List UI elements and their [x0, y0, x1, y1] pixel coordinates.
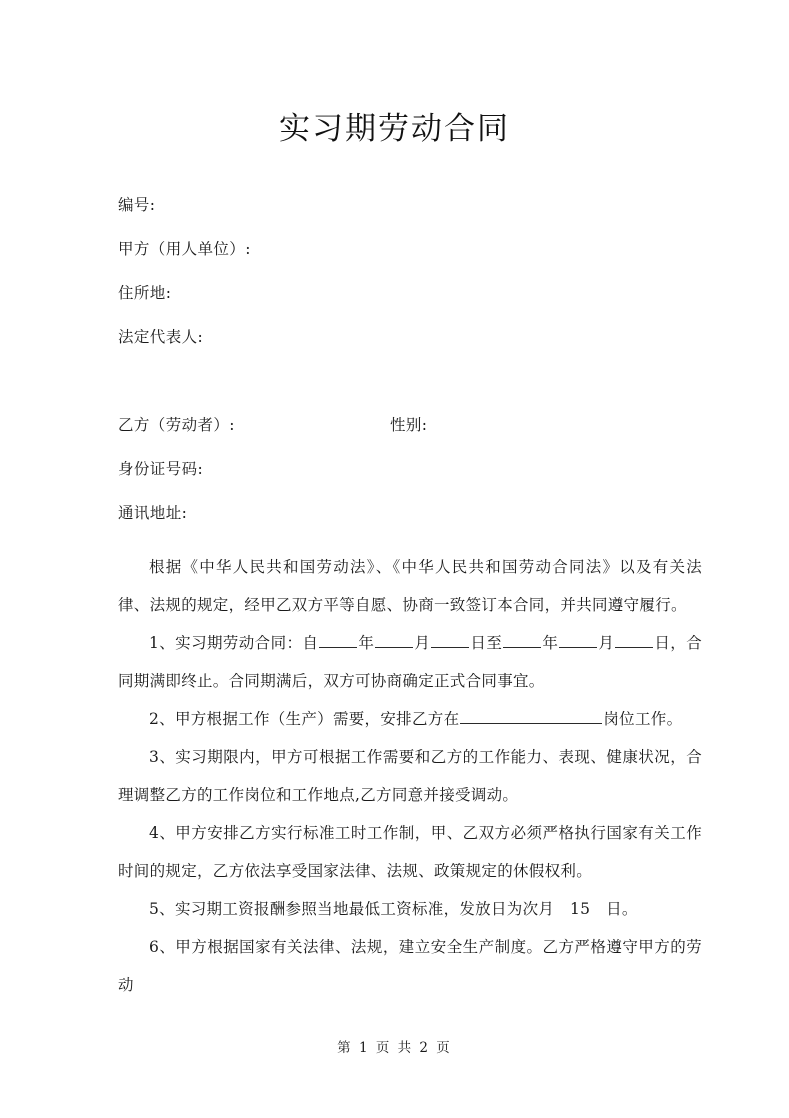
field-row-mailing-address — [118, 491, 702, 535]
paragraph-clause-4: 4、甲方安排乙方实行标准工时工作制，甲、乙双方必须严格执行国家有关工作时间的规定，乙方依法享受国家法律、法规、政策规定的休假权利。 — [118, 824, 702, 880]
field-row-legal-representative — [118, 315, 702, 359]
paragraph-preamble: 根据《中华人民共和国劳动法》、《中华人民共和国劳动合同法》以及有关法律、法规的规定，经甲乙双方平等自愿、协商一致签订本合同，并共同遵守履行。 — [118, 558, 702, 614]
field-row-serial-number — [118, 183, 702, 227]
address-label: 住所地: — [118, 284, 172, 302]
paragraph-clause-3: 3、实习期限内，甲方可根据工作需要和乙方的工作能力、表现、健康状况，合理调整乙方的工作岗位和工作地点,乙方同意并接受调动。 — [118, 748, 702, 804]
contract-body — [118, 548, 702, 1004]
field-row-party-a — [118, 227, 702, 271]
blank-start-month[interactable] — [375, 630, 413, 648]
blank-end-year[interactable] — [503, 630, 541, 648]
serial-number-label: 编号: — [118, 196, 156, 214]
paragraph-clause-1 — [118, 624, 702, 700]
mailing-address-label: 通讯地址: — [118, 504, 188, 522]
clause-2-text-a: 2、甲方根据工作（生产）需要，安排乙方在 — [149, 710, 460, 728]
blank-end-month[interactable] — [559, 630, 597, 648]
contract-header-fields — [118, 183, 702, 535]
party-b-label: 乙方（劳动者）: — [118, 416, 235, 434]
field-row-id-number — [118, 447, 702, 491]
blank-job-position[interactable] — [460, 706, 602, 724]
clause-1-text-f: 月 — [598, 634, 615, 652]
clause-1-text-a: 1、实习期劳动合同：自 — [149, 634, 319, 652]
blank-end-day[interactable] — [615, 630, 653, 648]
paragraph-clause-5: 5、实习期工资报酬参照当地最低工资标准，发放日为次月 15 日。 — [149, 900, 638, 918]
id-number-label: 身份证号码: — [118, 460, 204, 478]
party-a-label: 甲方（用人单位）: — [118, 240, 251, 258]
clause-1-text-g: 日，合同期满即终止。合同期满后，双方可协商确定正式合同事宜。 — [118, 634, 702, 690]
clause-2-text-b: 岗位工作。 — [603, 710, 683, 728]
blank-start-day[interactable] — [431, 630, 469, 648]
legal-representative-label: 法定代表人: — [118, 328, 204, 346]
page-title: 实习期劳动合同 — [279, 110, 510, 147]
page-footer: 第 1 页 共 2 页 — [337, 1040, 452, 1056]
field-row-address — [118, 271, 702, 315]
field-row-party-b — [118, 403, 702, 447]
clause-1-text-b: 年 — [358, 634, 375, 652]
gender-label: 性别: — [390, 416, 428, 434]
blank-start-year[interactable] — [319, 630, 357, 648]
clause-1-text-e: 年 — [542, 634, 559, 652]
paragraph-clause-2 — [118, 700, 702, 738]
clause-1-text-d: 日至 — [470, 634, 503, 652]
paragraph-clause-6: 6、甲方根据国家有关法律、法规，建立安全生产制度。乙方严格遵守甲方的劳动 — [118, 938, 702, 994]
clause-1-text-c: 月 — [414, 634, 431, 652]
field-row-spacer — [118, 359, 702, 403]
